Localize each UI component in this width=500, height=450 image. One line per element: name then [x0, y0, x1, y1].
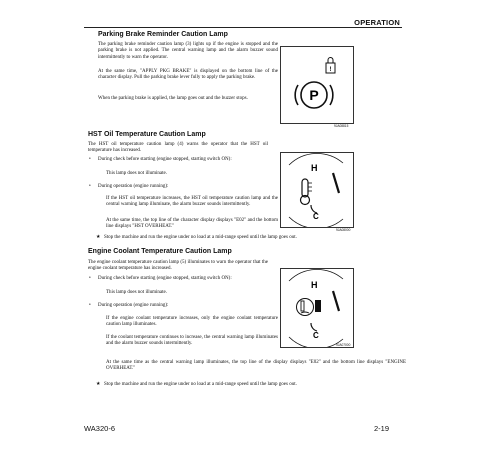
hst-bullet-1 — [89, 157, 278, 163]
bullet-icon: • — [89, 303, 91, 308]
coolant-figure — [280, 268, 354, 348]
coolant-b2-text: During operation (engine running): — [98, 303, 169, 308]
coolant-b1-text: During check before starting (engine stopped, starting switch ON): — [98, 276, 232, 281]
header-rule — [84, 27, 402, 28]
coolant-b2-p3: At the same time as the central warning lamp illuminates, the top line of the display displays "E02" and the bottom line displays "ENGINE OVERHEAT." — [106, 360, 406, 372]
section-title: OPERATION — [354, 18, 400, 27]
coolant-bullet-1 — [89, 276, 278, 282]
svg-text:C: C — [313, 331, 319, 340]
bullet-icon: • — [89, 157, 91, 162]
hst-bullet-2 — [89, 184, 278, 190]
parking-p2: At the same time, "APPLY PKG BRAKE" is displayed on the bottom line of the character display. Pull the parking brake lever fully to apply the parking brake. — [98, 69, 278, 81]
hst-p1: The HST oil temperature caution lamp (4) warns the operator that the HST oil temperature has increased. — [88, 142, 268, 154]
star-icon: ★ — [96, 235, 101, 240]
parking-figure — [280, 46, 354, 124]
coolant-b2-p1: If the engine coolant temperature increases, only the engine coolant temperature caution lamp illuminates. — [106, 316, 278, 328]
footer-model: WA320-6 — [84, 424, 115, 433]
coolant-star-note — [96, 382, 404, 388]
coolant-star-text: Stop the machine and run the engine under no load at a mid-range speed until the lamp goes out. — [104, 382, 297, 387]
parking-p3: When the parking brake is applied, the lamp goes out and the buzzer stops. — [98, 96, 248, 101]
coolant-title: Engine Coolant Temperature Caution Lamp — [88, 248, 232, 255]
coolant-bullet-2 — [89, 303, 278, 309]
hst-star-note — [96, 235, 404, 241]
svg-text:P: P — [309, 87, 319, 103]
hst-title: HST Oil Temperature Caution Lamp — [88, 131, 206, 138]
star-icon: ★ — [96, 382, 101, 387]
coolant-p1: The engine coolant temperature caution lamp (5) illuminates to warn the operator that the engine coolant temperature has increased. — [88, 260, 268, 272]
coolant-figure-code: 9JA07000 — [336, 343, 351, 347]
hst-b1-sub: This lamp does not illuminate. — [106, 171, 167, 176]
coolant-temperature-icon — [281, 269, 353, 347]
parking-figure-code: 9JA08815 — [334, 124, 349, 128]
hst-b2-p2: At the same time, the top line of the character display displays "E02" and the bottom line displays "HST OVERHEAT." — [106, 218, 278, 230]
svg-text:H: H — [311, 163, 318, 173]
hst-temperature-icon — [281, 153, 353, 227]
footer-page-number: 2-19 — [374, 424, 390, 433]
hst-b2-p1: If the HST oil temperature increases, the HST oil temperature caution lamp and the central warning lamp illuminate, the alarm buzzer sounds intermittently. — [106, 196, 278, 208]
svg-text:C: C — [313, 212, 319, 221]
hst-b2-text: During operation (engine running): — [98, 184, 169, 189]
svg-text:H: H — [311, 280, 318, 290]
hst-b1-text: During check before starting (engine stopped, starting switch ON): — [98, 157, 232, 162]
coolant-b1-sub: This lamp does not illuminate. — [106, 290, 167, 295]
hst-figure — [280, 152, 354, 228]
bullet-icon: • — [89, 276, 91, 281]
hst-figure-code: 9JA08000 — [336, 228, 351, 232]
parking-brake-icon — [281, 47, 353, 123]
svg-text:!: ! — [329, 67, 332, 73]
parking-p1: The parking brake reminder caution lamp (3) lights up if the engine is stopped and the parking brake is not applied. The central warning lamp and the alarm buzzer sound intermittently to warn the operator. — [98, 42, 278, 60]
hst-star-text: Stop the machine and run the engine under no load at a mid-range speed until the lamp goes out. — [104, 235, 297, 240]
coolant-b2-p2: If the coolant temperature continues to increase, the central warning lamp illuminates and the alarm buzzer sounds intermittently. — [106, 335, 278, 347]
parking-title: Parking Brake Reminder Caution Lamp — [98, 31, 228, 38]
bullet-icon: • — [89, 184, 91, 189]
